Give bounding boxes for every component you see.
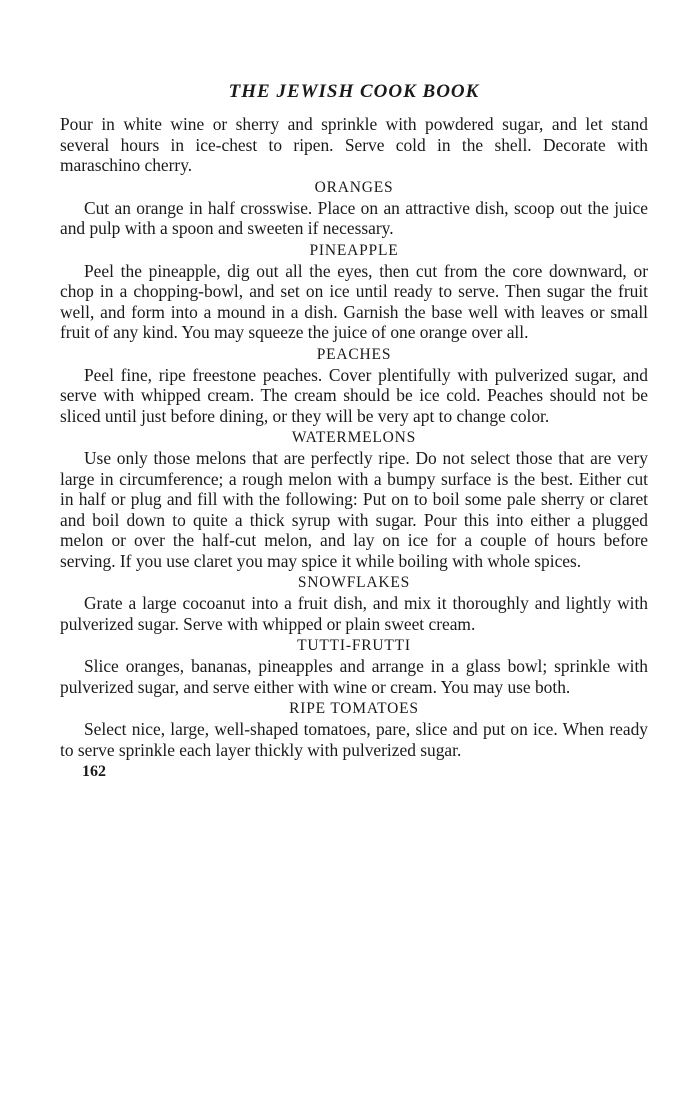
recipe-pineapple: Peel the pineapple, dig out all the eyes, then cut from the core downward, or chop in a chopping-bowl, and set on ice until ready to serve. Then sugar the fruit well, and form into a mound in a dish. Garnish the base well with leaves or small fruit of any kind. You may squeeze the juice of one orange over all. <box>60 260 648 342</box>
recipe-snowflakes: Grate a large cocoanut into a fruit dish, and mix it thoroughly and lightly with pulverized sugar. Serve with whipped or plain sweet cream. <box>60 593 648 634</box>
heading-watermelons: WATERMELONS <box>291 429 417 446</box>
intro-paragraph: Pour in white wine or sherry and sprinkle with powdered sugar, and let stand several hours in ice-chest to ripen. Serve cold in the shell. Decorate with maraschino cherry. <box>60 114 648 175</box>
heading-snowflakes: SNOWFLAKES <box>297 574 411 591</box>
recipe-ripe-tomatoes: Select nice, large, well-shaped tomatoes, pare, slice and put on ice. When ready to serve sprinkle each layer thickly with pulverized sugar. <box>60 719 648 760</box>
recipe-tutti-frutti: Slice oranges, bananas, pineapples and arrange in a glass bowl; sprinkle with pulverized sugar, and serve either with wine or cream. You may use both. <box>60 656 648 697</box>
heading-ripe-tomatoes: RIPE TOMATOES <box>289 700 419 717</box>
heading-pineapple: PINEAPPLE <box>309 241 399 259</box>
recipe-oranges: Cut an orange in half crosswise. Place on an attractive dish, scoop out the juice and pulp with a spoon and sweeten if necessary. <box>60 197 648 238</box>
heading-tutti-frutti: TUTTI-FRUTTI <box>297 637 411 654</box>
running-head: THE JEWISH COOK BOOK <box>228 81 480 102</box>
page-number: 162 <box>82 763 106 780</box>
heading-oranges: ORANGES <box>314 178 394 196</box>
book-page <box>60 80 648 783</box>
recipe-watermelons: Use only those melons that are perfectly ripe. Do not select those that are very large in circumference; a rough melon with a bumpy surface is the best. Either cut in half or plug and fill with the following: Put on to boil some pale sherry or claret and boil down to quite a thick syrup with sugar. Pour this into either a plugged melon or over the half-cut melon, and lay on ice for a couple of hours before serving. If you use claret you may spice it while boiling with whole spices. <box>60 448 648 571</box>
recipe-peaches: Peel fine, ripe freestone peaches. Cover plentifully with pulverized sugar, and serve with whipped cream. The cream should be ice cold. Peaches should not be sliced until just before dining, or they will be very apt to change color. <box>60 364 648 426</box>
heading-peaches: PEACHES <box>316 345 392 363</box>
